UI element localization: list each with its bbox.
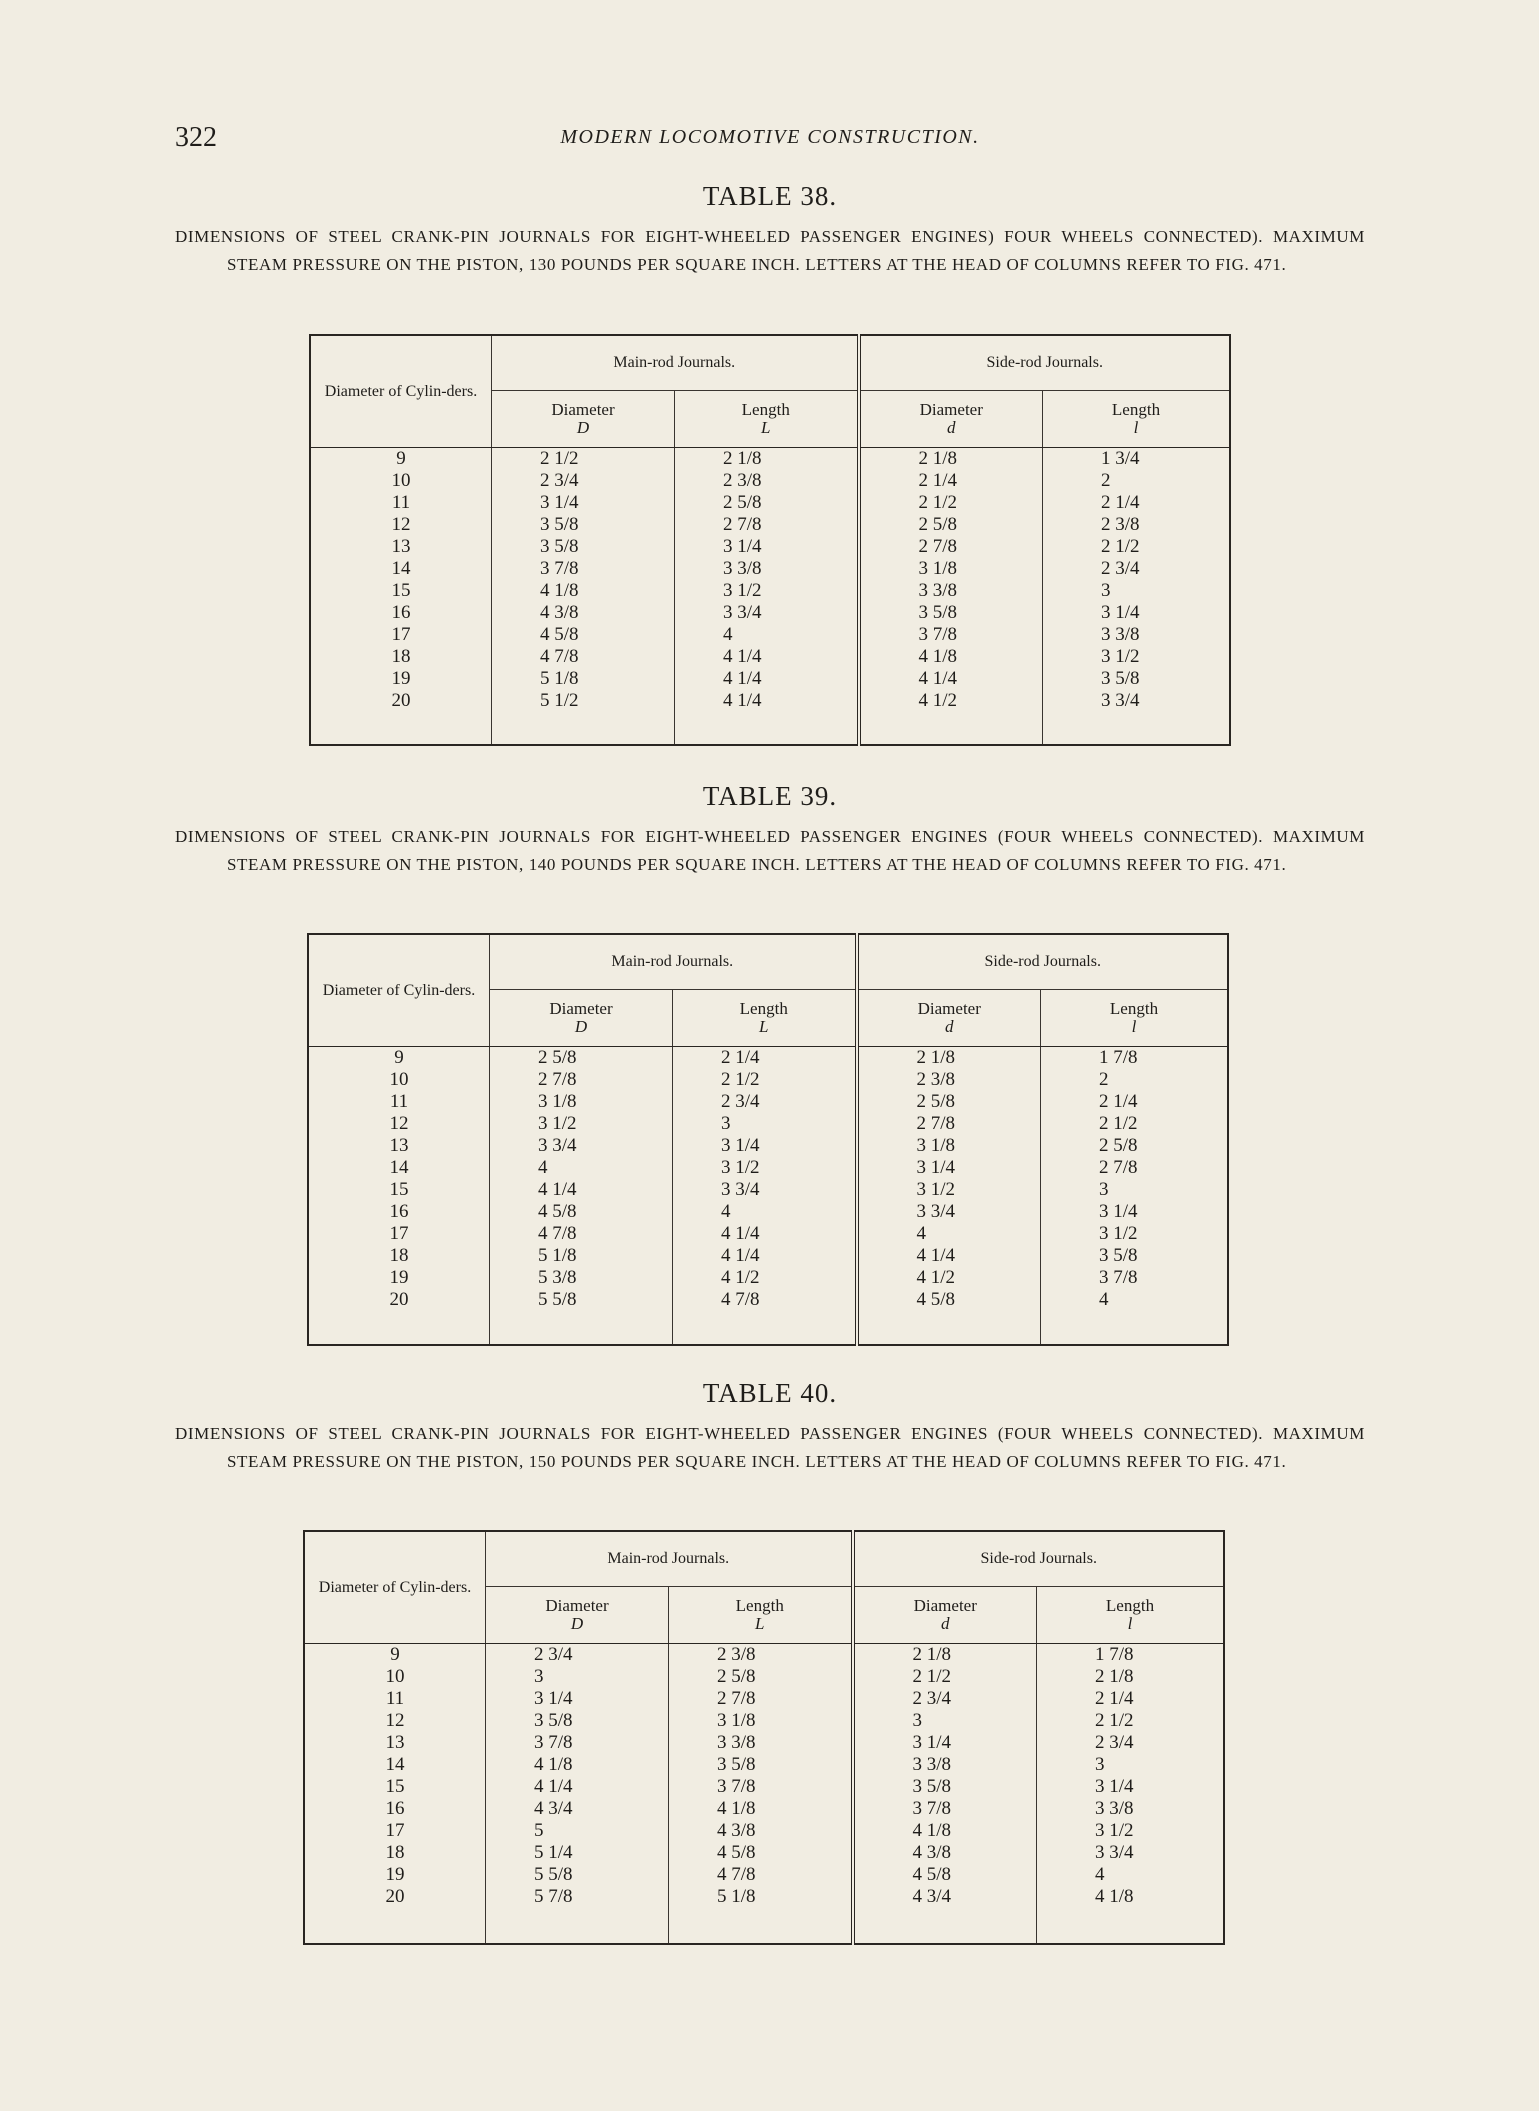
header-main-length xyxy=(675,391,859,448)
table-cell: 2 7/8 xyxy=(916,1113,956,1134)
header-letter: L xyxy=(759,1017,769,1036)
table-cell: 2 3/8 xyxy=(717,1644,756,1665)
table-cell: 3 1/4 xyxy=(721,1135,760,1156)
table-cell: 4 xyxy=(1095,1864,1105,1885)
table-cell: 17 xyxy=(385,1820,405,1841)
journal-table xyxy=(303,1530,1225,1945)
table-cell: 3 1/8 xyxy=(918,558,958,579)
table-cell: 4 1/4 xyxy=(723,690,762,711)
table-cell: 13 xyxy=(389,1135,409,1156)
table-cell: 2 3/4 xyxy=(912,1688,952,1709)
table-cell: 2 xyxy=(1101,470,1111,491)
header-main-diameter xyxy=(486,1587,669,1644)
table-cell: 3 1/2 xyxy=(1099,1223,1138,1244)
table-cell: 3 3/4 xyxy=(721,1179,760,1200)
table-cell: 1 3/4 xyxy=(1101,448,1140,469)
table-cell: 10 xyxy=(385,1666,405,1687)
table-cell: 2 xyxy=(1099,1069,1109,1090)
table-cell: 2 1/4 xyxy=(1101,492,1140,513)
table-cell: 3 5/8 xyxy=(534,1710,573,1731)
side-diameter-column xyxy=(859,1047,1041,1311)
table-cell: 20 xyxy=(385,1886,405,1907)
table-cell: 2 3/8 xyxy=(1101,514,1140,535)
table-cell: 4 1/4 xyxy=(534,1776,573,1797)
table-cell: 3 1/2 xyxy=(1095,1820,1134,1841)
table-cell: 5 5/8 xyxy=(538,1289,577,1310)
table-cell: 15 xyxy=(391,580,411,601)
table-cell: 4 3/8 xyxy=(717,1820,756,1841)
header-side-rod: Side-rod Journals. xyxy=(857,934,1229,990)
table-cell: 18 xyxy=(389,1245,409,1266)
table-cell: 4 1/8 xyxy=(918,646,958,667)
table-cell: 3 3/4 xyxy=(538,1135,577,1156)
table-cell: 2 1/2 xyxy=(1099,1113,1138,1134)
table-cell: 2 5/8 xyxy=(723,492,762,513)
table-cell: 3 1/2 xyxy=(721,1157,760,1178)
table-cell: 3 1/8 xyxy=(916,1135,956,1156)
table-cell: 3 5/8 xyxy=(918,602,958,623)
table-cell: 2 1/8 xyxy=(918,448,958,469)
table-cell: 3 3/4 xyxy=(723,602,762,623)
header-label: Length xyxy=(1111,400,1161,419)
table-cell: 3 7/8 xyxy=(534,1732,573,1753)
table-cell: 3 1/4 xyxy=(916,1157,956,1178)
table-cell: 4 1/4 xyxy=(723,668,762,689)
table-cell: 3 3/8 xyxy=(723,558,762,579)
header-cylinders: Diameter of Cylin-ders. xyxy=(304,1531,486,1644)
table-cell: 1 7/8 xyxy=(1099,1047,1138,1068)
table-cell: 19 xyxy=(385,1864,405,1885)
table-cell: 16 xyxy=(385,1798,405,1819)
header-letter: D xyxy=(574,1017,588,1036)
table-cell: 2 3/4 xyxy=(1101,558,1140,579)
table-cell: 3 7/8 xyxy=(912,1798,952,1819)
table-cell: 4 1/8 xyxy=(534,1754,573,1775)
table-cell: 2 1/8 xyxy=(912,1644,952,1665)
table-cell: 4 5/8 xyxy=(717,1842,756,1863)
table-cell: 2 1/2 xyxy=(918,492,958,513)
header-side-length xyxy=(1037,1587,1225,1644)
header-label: Length xyxy=(739,999,788,1018)
table-cell: 3 1/8 xyxy=(717,1710,756,1731)
header-main-rod: Main-rod Journals. xyxy=(490,934,857,990)
header-main-diameter xyxy=(490,990,673,1047)
table-cell: 4 xyxy=(538,1157,548,1178)
table-cell: 3 1/4 xyxy=(1099,1201,1138,1222)
table-cell: 3 xyxy=(1101,580,1111,601)
header-letter: d xyxy=(947,418,956,437)
journal-table xyxy=(307,933,1229,1346)
table-cell: 2 3/4 xyxy=(721,1091,760,1112)
header-main-rod: Main-rod Journals. xyxy=(492,335,859,391)
table-cell: 4 1/2 xyxy=(721,1267,760,1288)
table-cell: 3 1/2 xyxy=(916,1179,956,1200)
table-title: TABLE 40. xyxy=(702,1378,838,1408)
table-cell: 3 xyxy=(1099,1179,1109,1200)
main-length-column xyxy=(675,448,857,712)
table-cell: 3 1/4 xyxy=(1095,1776,1134,1797)
main-diameter-column xyxy=(490,1047,672,1311)
header-main-diameter xyxy=(492,391,675,448)
table-cell: 2 1/4 xyxy=(721,1047,760,1068)
table-cell: 3 7/8 xyxy=(1099,1267,1138,1288)
header-label: Diameter xyxy=(917,999,981,1018)
table-cell: 5 1/4 xyxy=(534,1842,573,1863)
table-cell: 17 xyxy=(391,624,411,645)
table-cell: 11 xyxy=(389,1091,409,1112)
header-label: Diameter xyxy=(551,400,615,419)
table-cell: 3 1/8 xyxy=(538,1091,577,1112)
table-cell: 2 1/2 xyxy=(721,1069,760,1090)
table-cell: 2 1/4 xyxy=(1095,1688,1134,1709)
table-cell: 4 1/8 xyxy=(540,580,579,601)
table-cell: 4 1/2 xyxy=(918,690,958,711)
table-cell: 14 xyxy=(385,1754,405,1775)
table-cell: 3 3/8 xyxy=(918,580,958,601)
table-cell: 13 xyxy=(385,1732,405,1753)
running-title: MODERN LOCOMOTIVE CONSTRUCTION. xyxy=(560,126,980,148)
table-cell: 14 xyxy=(389,1157,409,1178)
header-label: Length xyxy=(741,400,790,419)
header-label: Diameter xyxy=(549,999,613,1018)
table-cell: 18 xyxy=(391,646,411,667)
table-caption: DIMENSIONS OF STEEL CRANK-PIN JOURNALS FOR EIGHT-WHEELED PASSENGER ENGINES (FOUR WHEELS CONNECTED). MAXIMUM STEAM PRESSURE ON THE PISTON, 150 POUNDS PER SQUARE INCH. LETTERS AT THE HEAD OF COLUMNS REFER TO FIG. 471. xyxy=(175,1424,1365,1471)
header-letter: L xyxy=(755,1614,765,1633)
table-cell: 2 1/2 xyxy=(1095,1710,1134,1731)
table-cell: 10 xyxy=(389,1069,409,1090)
side-length-column xyxy=(1037,1644,1223,1908)
header-main-rod: Main-rod Journals. xyxy=(486,1531,853,1587)
table-cell: 1 7/8 xyxy=(1095,1644,1134,1665)
table-cell: 12 xyxy=(385,1710,405,1731)
table-cell: 3 1/2 xyxy=(538,1113,577,1134)
table-cell: 4 5/8 xyxy=(916,1289,956,1310)
header-label: Length xyxy=(1105,1596,1155,1615)
table-cell: 18 xyxy=(385,1842,405,1863)
table-cell: 4 xyxy=(1099,1289,1109,1310)
side-diameter-column xyxy=(855,1644,1037,1908)
table-cell: 5 5/8 xyxy=(534,1864,573,1885)
table-cell: 5 7/8 xyxy=(534,1886,573,1907)
table-cell: 2 7/8 xyxy=(717,1688,756,1709)
table-cell: 3 5/8 xyxy=(717,1754,756,1775)
header-side-diameter xyxy=(853,1587,1037,1644)
table-cell: 11 xyxy=(391,492,411,513)
table-cell: 2 3/4 xyxy=(534,1644,573,1665)
table-cell: 4 1/4 xyxy=(721,1245,760,1266)
table-cell: 3 1/4 xyxy=(723,536,762,557)
header-side-rod: Side-rod Journals. xyxy=(853,1531,1225,1587)
table-cell: 3 1/2 xyxy=(723,580,762,601)
table-cell: 20 xyxy=(389,1289,409,1310)
table-caption: DIMENSIONS OF STEEL CRANK-PIN JOURNALS FOR EIGHT-WHEELED PASSENGER ENGINES) FOUR WHEELS CONNECTED). MAXIMUM STEAM PRESSURE ON THE PISTON, 130 POUNDS PER SQUARE INCH. LETTERS AT THE HEAD OF COLUMNS REFER TO FIG. 471. xyxy=(175,227,1365,274)
table-cell: 4 3/4 xyxy=(912,1886,952,1907)
table-cell: 16 xyxy=(391,602,411,623)
table-cell: 2 5/8 xyxy=(1099,1135,1138,1156)
header-letter: l xyxy=(1127,1614,1133,1633)
header-label: Diameter xyxy=(545,1596,609,1615)
journal-table xyxy=(309,334,1231,746)
table-cell: 4 1/2 xyxy=(916,1267,956,1288)
table-cell: 5 1/2 xyxy=(540,690,579,711)
table-cell: 4 3/8 xyxy=(912,1842,952,1863)
table-cell: 3 3/8 xyxy=(1101,624,1140,645)
table-cell: 4 1/4 xyxy=(538,1179,577,1200)
main-length-column xyxy=(669,1644,851,1908)
header-cylinders: Diameter of Cylin-ders. xyxy=(310,335,492,448)
header-side-length xyxy=(1041,990,1229,1047)
header-side-length xyxy=(1043,391,1231,448)
table-39-block xyxy=(175,781,1365,1310)
table-cell: 3 xyxy=(1095,1754,1105,1775)
table-cell: 4 1/8 xyxy=(912,1820,952,1841)
table-cell: 4 5/8 xyxy=(540,624,579,645)
table-cell: 4 7/8 xyxy=(538,1223,577,1244)
main-diameter-column xyxy=(486,1644,668,1908)
table-cell: 3 xyxy=(721,1113,731,1134)
table-cell: 3 3/4 xyxy=(916,1201,956,1222)
header-side-diameter xyxy=(857,990,1041,1047)
table-cell: 2 1/2 xyxy=(912,1666,952,1687)
table-cell: 4 1/4 xyxy=(916,1245,956,1266)
table-cell: 5 1/8 xyxy=(540,668,579,689)
header-side-diameter xyxy=(859,391,1043,448)
header-cylinders: Diameter of Cylin-ders. xyxy=(308,934,490,1047)
table-cell: 2 1/8 xyxy=(916,1047,956,1068)
table-cell: 3 3/4 xyxy=(1095,1842,1134,1863)
table-cell: 2 1/2 xyxy=(540,448,579,469)
page-number: 322 xyxy=(175,122,217,153)
table-cell: 2 3/8 xyxy=(723,470,762,491)
table-cell: 3 7/8 xyxy=(717,1776,756,1797)
table-cell: 2 3/4 xyxy=(1095,1732,1134,1753)
table-cell: 2 5/8 xyxy=(916,1091,956,1112)
table-cell: 4 1/4 xyxy=(723,646,762,667)
table-cell: 3 xyxy=(534,1666,544,1687)
header-main-length xyxy=(669,1587,853,1644)
main-length-column xyxy=(673,1047,855,1311)
header-side-rod: Side-rod Journals. xyxy=(859,335,1231,391)
header-label: Diameter xyxy=(913,1596,977,1615)
table-cell: 3 5/8 xyxy=(1099,1245,1138,1266)
table-cell: 10 xyxy=(391,470,411,491)
table-cell: 3 5/8 xyxy=(912,1776,952,1797)
header-letter: d xyxy=(945,1017,954,1036)
table-cell: 3 3/8 xyxy=(912,1754,952,1775)
table-cell: 3 3/8 xyxy=(717,1732,756,1753)
table-cell: 3 1/4 xyxy=(540,492,579,513)
table-cell: 19 xyxy=(391,668,411,689)
table-cell: 20 xyxy=(391,690,411,711)
table-cell: 2 7/8 xyxy=(1099,1157,1138,1178)
side-length-column xyxy=(1041,1047,1227,1311)
table-cell: 3 7/8 xyxy=(540,558,579,579)
table-cell: 4 xyxy=(721,1201,731,1222)
table-cell: 5 1/8 xyxy=(717,1886,756,1907)
table-cell: 4 5/8 xyxy=(912,1864,952,1885)
table-cell: 14 xyxy=(391,558,411,579)
table-cell: 2 5/8 xyxy=(717,1666,756,1687)
table-cell: 4 1/8 xyxy=(1095,1886,1134,1907)
table-cell: 5 3/8 xyxy=(538,1267,577,1288)
table-cell: 4 7/8 xyxy=(721,1289,760,1310)
table-cell: 3 5/8 xyxy=(1101,668,1140,689)
table-cell: 5 1/8 xyxy=(538,1245,577,1266)
table-cell: 9 xyxy=(396,448,406,469)
cylinder-column xyxy=(309,1047,489,1311)
main-diameter-column xyxy=(492,448,674,712)
table-cell: 3 3/8 xyxy=(1095,1798,1134,1819)
table-cell: 2 3/4 xyxy=(540,470,579,491)
header-letter: d xyxy=(941,1614,950,1633)
table-cell: 2 1/4 xyxy=(1099,1091,1138,1112)
table-cell: 2 7/8 xyxy=(538,1069,577,1090)
table-cell: 4 1/4 xyxy=(918,668,958,689)
header-label: Length xyxy=(735,1596,784,1615)
table-cell: 3 5/8 xyxy=(540,536,579,557)
table-cell: 4 1/8 xyxy=(717,1798,756,1819)
table-cell: 3 1/4 xyxy=(912,1732,952,1753)
table-cell: 4 5/8 xyxy=(538,1201,577,1222)
table-cell: 4 xyxy=(723,624,733,645)
table-cell: 3 1/4 xyxy=(1101,602,1140,623)
running-head xyxy=(175,122,1365,152)
table-cell: 2 5/8 xyxy=(918,514,958,535)
table-cell: 3 5/8 xyxy=(540,514,579,535)
header-main-length xyxy=(673,990,857,1047)
table-cell: 17 xyxy=(389,1223,409,1244)
table-cell: 15 xyxy=(385,1776,405,1797)
header-letter: l xyxy=(1131,1017,1137,1036)
table-cell: 2 3/8 xyxy=(916,1069,956,1090)
table-cell: 4 xyxy=(916,1223,926,1244)
table-caption: DIMENSIONS OF STEEL CRANK-PIN JOURNALS FOR EIGHT-WHEELED PASSENGER ENGINES (FOUR WHEELS CONNECTED). MAXIMUM STEAM PRESSURE ON THE PISTON, 140 POUNDS PER SQUARE INCH. LETTERS AT THE HEAD OF COLUMNS REFER TO FIG. 471. xyxy=(175,827,1365,874)
table-38-block xyxy=(175,181,1365,711)
side-diameter-column xyxy=(861,448,1043,712)
table-cell: 13 xyxy=(391,536,411,557)
header-label: Diameter xyxy=(919,400,983,419)
table-cell: 9 xyxy=(390,1644,400,1665)
table-cell: 3 3/4 xyxy=(1101,690,1140,711)
table-cell: 12 xyxy=(391,514,411,535)
table-40-block xyxy=(175,1378,1365,1907)
table-cell: 16 xyxy=(389,1201,409,1222)
table-cell: 4 7/8 xyxy=(540,646,579,667)
header-letter: l xyxy=(1133,418,1139,437)
table-cell: 4 1/4 xyxy=(721,1223,760,1244)
table-cell: 5 xyxy=(534,1820,544,1841)
cylinder-column xyxy=(305,1644,485,1908)
table-cell: 3 xyxy=(912,1710,922,1731)
table-cell: 3 7/8 xyxy=(918,624,958,645)
table-cell: 2 1/2 xyxy=(1101,536,1140,557)
header-letter: D xyxy=(570,1614,584,1633)
table-cell: 12 xyxy=(389,1113,409,1134)
table-cell: 11 xyxy=(385,1688,405,1709)
table-cell: 3 1/4 xyxy=(534,1688,573,1709)
table-cell: 3 1/2 xyxy=(1101,646,1140,667)
table-cell: 4 3/8 xyxy=(540,602,579,623)
side-length-column xyxy=(1043,448,1229,712)
table-cell: 4 7/8 xyxy=(717,1864,756,1885)
table-cell: 19 xyxy=(389,1267,409,1288)
table-cell: 2 1/8 xyxy=(1095,1666,1134,1687)
header-letter: L xyxy=(761,418,771,437)
table-cell: 9 xyxy=(394,1047,404,1068)
header-label: Length xyxy=(1109,999,1159,1018)
table-cell: 2 1/8 xyxy=(723,448,762,469)
header-letter: D xyxy=(576,418,590,437)
table-cell: 2 1/4 xyxy=(918,470,958,491)
table-cell: 4 3/4 xyxy=(534,1798,573,1819)
cylinder-column xyxy=(311,448,491,712)
table-cell: 2 5/8 xyxy=(538,1047,577,1068)
table-cell: 15 xyxy=(389,1179,409,1200)
table-cell: 2 7/8 xyxy=(723,514,762,535)
table-cell: 2 7/8 xyxy=(918,536,958,557)
table-title: TABLE 38. xyxy=(702,181,838,211)
table-title: TABLE 39. xyxy=(702,781,838,811)
